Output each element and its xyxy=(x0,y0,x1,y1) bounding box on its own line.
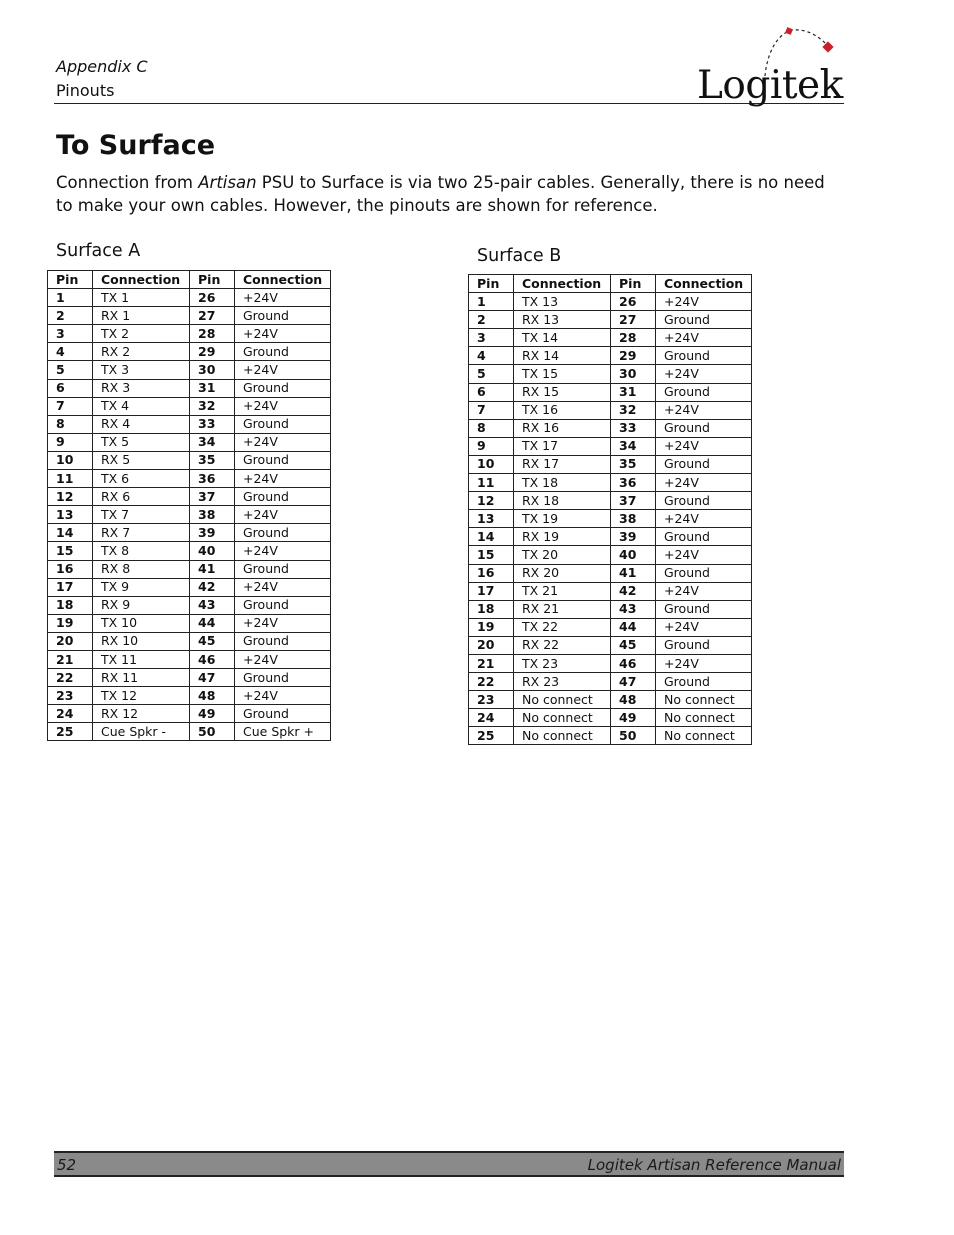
pin-number-cell: 38 xyxy=(190,506,235,524)
connection-cell: Ground xyxy=(235,669,331,687)
connection-cell: +24V xyxy=(235,614,331,632)
connection-cell: RX 15 xyxy=(514,383,611,401)
pin-number-cell: 34 xyxy=(611,437,656,455)
pin-number-cell: 18 xyxy=(469,600,514,618)
table-row xyxy=(48,596,331,614)
connection-cell: No connect xyxy=(514,727,611,745)
table-row xyxy=(48,669,331,687)
connection-cell: TX 19 xyxy=(514,510,611,528)
pin-number-cell: 37 xyxy=(611,492,656,510)
table-row xyxy=(469,691,752,709)
column-header-pin: Pin xyxy=(190,271,235,289)
pin-number-cell: 25 xyxy=(469,727,514,745)
connection-cell: Ground xyxy=(235,560,331,578)
connection-cell: +24V xyxy=(235,289,331,307)
table-row xyxy=(48,506,331,524)
connection-cell: +24V xyxy=(235,325,331,343)
pin-number-cell: 21 xyxy=(48,650,93,668)
table-row xyxy=(469,673,752,691)
pin-number-cell: 24 xyxy=(48,705,93,723)
pin-number-cell: 4 xyxy=(48,343,93,361)
pin-number-cell: 34 xyxy=(190,433,235,451)
pin-number-cell: 23 xyxy=(48,687,93,705)
connection-cell: RX 5 xyxy=(93,451,190,469)
connection-cell: TX 7 xyxy=(93,506,190,524)
pin-number-cell: 3 xyxy=(48,325,93,343)
connection-cell: Ground xyxy=(656,311,752,329)
connection-cell: No connect xyxy=(656,709,752,727)
pin-number-cell: 43 xyxy=(190,596,235,614)
connection-cell: +24V xyxy=(656,329,752,347)
table-row xyxy=(469,401,752,419)
pin-number-cell: 19 xyxy=(48,614,93,632)
surface-b-rows xyxy=(469,293,752,745)
pin-number-cell: 31 xyxy=(611,383,656,401)
connection-cell: Ground xyxy=(235,307,331,325)
surface-b-heading: Surface B xyxy=(477,246,562,266)
pin-number-cell: 32 xyxy=(611,401,656,419)
table-row xyxy=(469,311,752,329)
pin-number-cell: 45 xyxy=(190,632,235,650)
pin-number-cell: 46 xyxy=(190,650,235,668)
table-row xyxy=(48,325,331,343)
pin-number-cell: 29 xyxy=(190,343,235,361)
pin-number-cell: 3 xyxy=(469,329,514,347)
connection-cell: Cue Spkr + xyxy=(235,723,331,741)
table-row xyxy=(469,437,752,455)
connection-cell: RX 10 xyxy=(93,632,190,650)
connection-cell: +24V xyxy=(235,433,331,451)
connection-cell: TX 21 xyxy=(514,582,611,600)
table-row xyxy=(469,709,752,727)
connection-cell: Ground xyxy=(235,488,331,506)
pin-number-cell: 31 xyxy=(190,379,235,397)
pin-number-cell: 28 xyxy=(190,325,235,343)
table-header-row xyxy=(469,275,752,293)
page-number: 52 xyxy=(57,1156,77,1174)
table-row xyxy=(48,560,331,578)
connection-cell: TX 20 xyxy=(514,546,611,564)
pin-number-cell: 23 xyxy=(469,691,514,709)
pin-number-cell: 17 xyxy=(469,582,514,600)
table-row xyxy=(469,600,752,618)
connection-cell: Ground xyxy=(656,528,752,546)
pin-number-cell: 35 xyxy=(190,451,235,469)
table-row xyxy=(469,636,752,654)
connection-cell: Cue Spkr - xyxy=(93,723,190,741)
table-row xyxy=(469,564,752,582)
connection-cell: TX 1 xyxy=(93,289,190,307)
pin-number-cell: 5 xyxy=(469,365,514,383)
pin-number-cell: 47 xyxy=(611,673,656,691)
connection-cell: +24V xyxy=(235,361,331,379)
table-row xyxy=(469,293,752,311)
pin-number-cell: 12 xyxy=(469,492,514,510)
connection-cell: TX 14 xyxy=(514,329,611,347)
column-header-pin: Pin xyxy=(611,275,656,293)
table-row xyxy=(48,614,331,632)
table-row xyxy=(469,528,752,546)
connection-cell: TX 16 xyxy=(514,401,611,419)
logitek-logo xyxy=(697,24,847,114)
connection-cell: Ground xyxy=(656,347,752,365)
table-row xyxy=(48,397,331,415)
pin-number-cell: 49 xyxy=(190,705,235,723)
table-header-row xyxy=(48,271,331,289)
connection-cell: +24V xyxy=(235,578,331,596)
connection-cell: Ground xyxy=(656,492,752,510)
table-row xyxy=(48,289,331,307)
column-header-connection: Connection xyxy=(514,275,611,293)
pin-number-cell: 33 xyxy=(190,415,235,433)
pin-number-cell: 22 xyxy=(48,669,93,687)
pin-number-cell: 2 xyxy=(469,311,514,329)
manual-title: Logitek Artisan Reference Manual xyxy=(587,1156,841,1174)
connection-cell: Ground xyxy=(235,705,331,723)
pin-number-cell: 14 xyxy=(48,524,93,542)
pin-number-cell: 11 xyxy=(48,470,93,488)
connection-cell: RX 21 xyxy=(514,600,611,618)
pin-number-cell: 20 xyxy=(469,636,514,654)
connection-cell: Ground xyxy=(235,451,331,469)
pin-number-cell: 8 xyxy=(469,419,514,437)
pin-number-cell: 50 xyxy=(611,727,656,745)
pin-number-cell: 21 xyxy=(469,654,514,672)
pin-number-cell: 6 xyxy=(48,379,93,397)
table-row xyxy=(48,705,331,723)
connection-cell: +24V xyxy=(656,401,752,419)
connection-cell: RX 12 xyxy=(93,705,190,723)
surface-b-table xyxy=(468,274,752,745)
connection-cell: +24V xyxy=(656,365,752,383)
pin-number-cell: 18 xyxy=(48,596,93,614)
pin-number-cell: 22 xyxy=(469,673,514,691)
connection-cell: Ground xyxy=(656,600,752,618)
pin-number-cell: 19 xyxy=(469,618,514,636)
table-row xyxy=(469,727,752,745)
pin-number-cell: 36 xyxy=(190,470,235,488)
connection-cell: RX 1 xyxy=(93,307,190,325)
connection-cell: Ground xyxy=(235,632,331,650)
table-row xyxy=(48,433,331,451)
pin-number-cell: 4 xyxy=(469,347,514,365)
connection-cell: Ground xyxy=(656,455,752,473)
connection-cell: TX 15 xyxy=(514,365,611,383)
pin-number-cell: 15 xyxy=(48,542,93,560)
pin-number-cell: 35 xyxy=(611,455,656,473)
table-row xyxy=(48,470,331,488)
pin-number-cell: 10 xyxy=(469,455,514,473)
connection-cell: RX 11 xyxy=(93,669,190,687)
connection-cell: RX 16 xyxy=(514,419,611,437)
connection-cell: TX 10 xyxy=(93,614,190,632)
table-row xyxy=(469,347,752,365)
pin-number-cell: 13 xyxy=(469,510,514,528)
connection-cell: +24V xyxy=(656,510,752,528)
pin-number-cell: 5 xyxy=(48,361,93,379)
table-row xyxy=(48,650,331,668)
table-row xyxy=(469,510,752,528)
table-row xyxy=(48,451,331,469)
connection-cell: RX 3 xyxy=(93,379,190,397)
pin-number-cell: 24 xyxy=(469,709,514,727)
connection-cell: TX 22 xyxy=(514,618,611,636)
connection-cell: TX 5 xyxy=(93,433,190,451)
connection-cell: Ground xyxy=(656,564,752,582)
pin-number-cell: 17 xyxy=(48,578,93,596)
pin-number-cell: 38 xyxy=(611,510,656,528)
pin-number-cell: 42 xyxy=(190,578,235,596)
pin-number-cell: 37 xyxy=(190,488,235,506)
connection-cell: Ground xyxy=(235,524,331,542)
connection-cell: Ground xyxy=(656,673,752,691)
pin-number-cell: 30 xyxy=(190,361,235,379)
pin-number-cell: 9 xyxy=(469,437,514,455)
pin-number-cell: 32 xyxy=(190,397,235,415)
intro-text-before: Connection from xyxy=(56,173,199,192)
column-header-connection: Connection xyxy=(235,271,331,289)
connection-cell: RX 13 xyxy=(514,311,611,329)
connection-cell: RX 7 xyxy=(93,524,190,542)
connection-cell: +24V xyxy=(235,470,331,488)
connection-cell: TX 4 xyxy=(93,397,190,415)
connection-cell: No connect xyxy=(656,691,752,709)
pin-number-cell: 16 xyxy=(48,560,93,578)
table-row xyxy=(48,542,331,560)
connection-cell: +24V xyxy=(656,582,752,600)
connection-cell: Ground xyxy=(656,636,752,654)
connection-cell: No connect xyxy=(514,709,611,727)
connection-cell: RX 14 xyxy=(514,347,611,365)
pin-number-cell: 36 xyxy=(611,474,656,492)
pin-number-cell: 27 xyxy=(190,307,235,325)
connection-cell: RX 4 xyxy=(93,415,190,433)
pin-number-cell: 50 xyxy=(190,723,235,741)
pin-number-cell: 15 xyxy=(469,546,514,564)
pin-number-cell: 14 xyxy=(469,528,514,546)
connection-cell: Ground xyxy=(235,596,331,614)
pin-number-cell: 41 xyxy=(611,564,656,582)
connection-cell: RX 19 xyxy=(514,528,611,546)
connection-cell: +24V xyxy=(656,618,752,636)
connection-cell: +24V xyxy=(656,437,752,455)
table-row xyxy=(48,524,331,542)
connection-cell: TX 3 xyxy=(93,361,190,379)
table-row xyxy=(469,455,752,473)
table-row xyxy=(469,474,752,492)
table-row xyxy=(48,578,331,596)
surface-a-heading: Surface A xyxy=(56,241,141,261)
pin-number-cell: 16 xyxy=(469,564,514,582)
connection-cell: RX 22 xyxy=(514,636,611,654)
connection-cell: TX 9 xyxy=(93,578,190,596)
pin-number-cell: 44 xyxy=(190,614,235,632)
pin-number-cell: 39 xyxy=(611,528,656,546)
connection-cell: TX 17 xyxy=(514,437,611,455)
connection-cell: RX 9 xyxy=(93,596,190,614)
connection-cell: TX 13 xyxy=(514,293,611,311)
connection-cell: TX 12 xyxy=(93,687,190,705)
pin-number-cell: 26 xyxy=(190,289,235,307)
connection-cell: TX 18 xyxy=(514,474,611,492)
connection-cell: TX 8 xyxy=(93,542,190,560)
logo-wordmark: Logitek xyxy=(697,63,843,108)
page-title: To Surface xyxy=(56,130,216,161)
pin-number-cell: 40 xyxy=(190,542,235,560)
table-row xyxy=(48,723,331,741)
connection-cell: No connect xyxy=(514,691,611,709)
column-header-connection: Connection xyxy=(656,275,752,293)
connection-cell: +24V xyxy=(235,687,331,705)
table-row xyxy=(469,582,752,600)
connection-cell: RX 23 xyxy=(514,673,611,691)
pin-number-cell: 46 xyxy=(611,654,656,672)
connection-cell: RX 20 xyxy=(514,564,611,582)
table-row xyxy=(48,307,331,325)
pin-number-cell: 40 xyxy=(611,546,656,564)
pin-number-cell: 28 xyxy=(611,329,656,347)
table-row xyxy=(469,419,752,437)
connection-cell: TX 23 xyxy=(514,654,611,672)
pin-number-cell: 12 xyxy=(48,488,93,506)
connection-cell: +24V xyxy=(656,654,752,672)
pin-number-cell: 7 xyxy=(469,401,514,419)
table-row xyxy=(48,488,331,506)
connection-cell: RX 2 xyxy=(93,343,190,361)
table-row xyxy=(48,415,331,433)
connection-cell: +24V xyxy=(235,650,331,668)
connection-cell: +24V xyxy=(656,474,752,492)
connection-cell: +24V xyxy=(656,546,752,564)
table-row xyxy=(469,365,752,383)
pin-number-cell: 11 xyxy=(469,474,514,492)
connection-cell: RX 8 xyxy=(93,560,190,578)
surface-a-table xyxy=(47,270,331,741)
connection-cell: +24V xyxy=(235,542,331,560)
pin-number-cell: 13 xyxy=(48,506,93,524)
pin-number-cell: 39 xyxy=(190,524,235,542)
table-row xyxy=(469,492,752,510)
connection-cell: Ground xyxy=(656,419,752,437)
connection-cell: RX 6 xyxy=(93,488,190,506)
connection-cell: +24V xyxy=(656,293,752,311)
header-appendix: Appendix C xyxy=(56,57,148,76)
connection-cell: TX 2 xyxy=(93,325,190,343)
table-row xyxy=(469,329,752,347)
table-row xyxy=(469,654,752,672)
pin-number-cell: 8 xyxy=(48,415,93,433)
connection-cell: Ground xyxy=(235,343,331,361)
connection-cell: TX 6 xyxy=(93,470,190,488)
column-header-pin: Pin xyxy=(48,271,93,289)
table-row xyxy=(469,546,752,564)
table-row xyxy=(469,383,752,401)
table-row xyxy=(48,361,331,379)
header-section: Pinouts xyxy=(56,81,115,100)
surface-a-rows xyxy=(48,289,331,741)
pin-number-cell: 33 xyxy=(611,419,656,437)
pin-number-cell: 44 xyxy=(611,618,656,636)
pin-number-cell: 20 xyxy=(48,632,93,650)
column-header-pin: Pin xyxy=(469,275,514,293)
connection-cell: Ground xyxy=(235,415,331,433)
table-row xyxy=(48,379,331,397)
pin-number-cell: 25 xyxy=(48,723,93,741)
intro-emphasis: Artisan xyxy=(198,173,257,192)
pin-number-cell: 49 xyxy=(611,709,656,727)
connection-cell: Ground xyxy=(235,379,331,397)
pin-number-cell: 7 xyxy=(48,397,93,415)
pin-number-cell: 30 xyxy=(611,365,656,383)
pin-number-cell: 48 xyxy=(611,691,656,709)
pin-number-cell: 6 xyxy=(469,383,514,401)
intro-paragraph xyxy=(56,171,846,217)
pin-number-cell: 1 xyxy=(469,293,514,311)
table-row xyxy=(48,687,331,705)
table-row xyxy=(48,343,331,361)
pin-number-cell: 43 xyxy=(611,600,656,618)
connection-cell: No connect xyxy=(656,727,752,745)
pin-number-cell: 2 xyxy=(48,307,93,325)
pin-number-cell: 9 xyxy=(48,433,93,451)
pin-number-cell: 41 xyxy=(190,560,235,578)
connection-cell: Ground xyxy=(656,383,752,401)
footer-bar xyxy=(54,1151,844,1177)
table-row xyxy=(48,632,331,650)
pin-number-cell: 27 xyxy=(611,311,656,329)
connection-cell: TX 11 xyxy=(93,650,190,668)
connection-cell: RX 17 xyxy=(514,455,611,473)
pin-number-cell: 1 xyxy=(48,289,93,307)
pin-number-cell: 10 xyxy=(48,451,93,469)
column-header-connection: Connection xyxy=(93,271,190,289)
pin-number-cell: 48 xyxy=(190,687,235,705)
connection-cell: +24V xyxy=(235,397,331,415)
pin-number-cell: 47 xyxy=(190,669,235,687)
table-row xyxy=(469,618,752,636)
pin-number-cell: 45 xyxy=(611,636,656,654)
connection-cell: +24V xyxy=(235,506,331,524)
pin-number-cell: 26 xyxy=(611,293,656,311)
pin-number-cell: 29 xyxy=(611,347,656,365)
intro-text-after: PSU to Surface is via two 25-pair cables. Generally, there is no need to make your own cables. However, the pinouts are shown for reference. xyxy=(56,173,825,215)
pin-number-cell: 42 xyxy=(611,582,656,600)
connection-cell: RX 18 xyxy=(514,492,611,510)
